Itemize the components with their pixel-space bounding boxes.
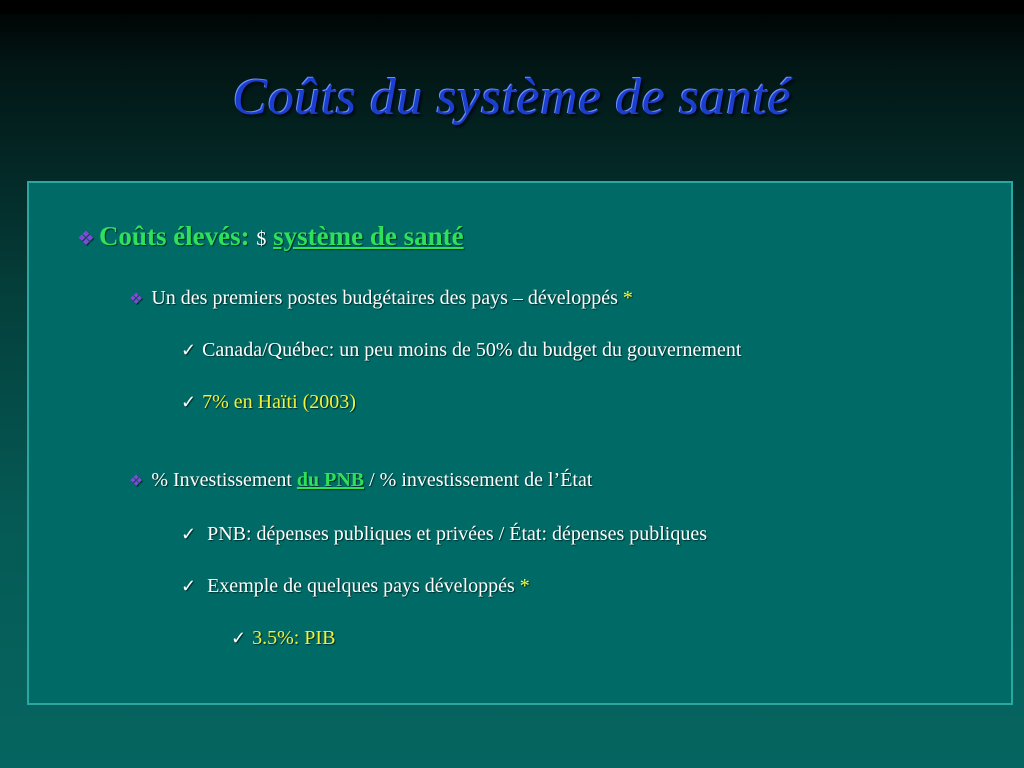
item-2-text-after: / % investissement de l’État [369, 469, 593, 491]
item-2-sub-2 [181, 575, 530, 598]
item-2-sub-2-text: Exemple de quelques pays développés [207, 575, 515, 597]
slide-title: Coûts du système de santé [232, 69, 792, 126]
item-1 [129, 287, 633, 310]
item-2-sub-1 [181, 523, 707, 546]
item-2-text-before: % Investissement [151, 469, 292, 491]
diamond-bullet-icon: ❖ [129, 473, 144, 490]
item-2-sub-1-text: PNB: dépenses publiques et privées / État: dépenses publiques [207, 523, 708, 545]
item-1-text: Un des premiers postes budgétaires des pays – développés [151, 287, 618, 309]
diamond-bullet-icon: ❖ [77, 228, 95, 250]
item-1-sub-1-text: Canada/Québec: un peu moins de 50% du budget du gouvernement [202, 339, 742, 361]
checkmark-icon: ✓ [181, 524, 197, 544]
heading-costs: Coûts élevés [98, 221, 241, 251]
checkmark-icon: ✓ [181, 340, 197, 360]
item-1-star: * [622, 287, 633, 309]
heading-health-system: système de santé [273, 221, 464, 251]
checkmark-icon: ✓ [181, 576, 197, 596]
heading-line [77, 221, 464, 252]
item-2-sub-2-sub-1 [231, 627, 335, 650]
content-panel [27, 181, 1013, 705]
checkmark-icon: ✓ [181, 392, 197, 412]
checkmark-icon: ✓ [231, 628, 247, 648]
item-2-link-pnb[interactable]: du PNB [296, 469, 365, 491]
item-2-sub-2-star: * [519, 575, 530, 597]
item-1-sub-1 [181, 339, 741, 362]
item-1-sub-2-text: 7% en Haïti (2003) [202, 391, 356, 413]
item-2-sub-2-sub-1-text: 3.5%: PIB [252, 627, 336, 649]
heading-colon: : [240, 221, 250, 251]
item-1-sub-2 [181, 391, 356, 414]
top-black-bar [0, 0, 1024, 14]
item-2 [129, 469, 592, 492]
diamond-bullet-icon: ❖ [129, 291, 144, 308]
heading-dollar: $ [256, 228, 267, 250]
